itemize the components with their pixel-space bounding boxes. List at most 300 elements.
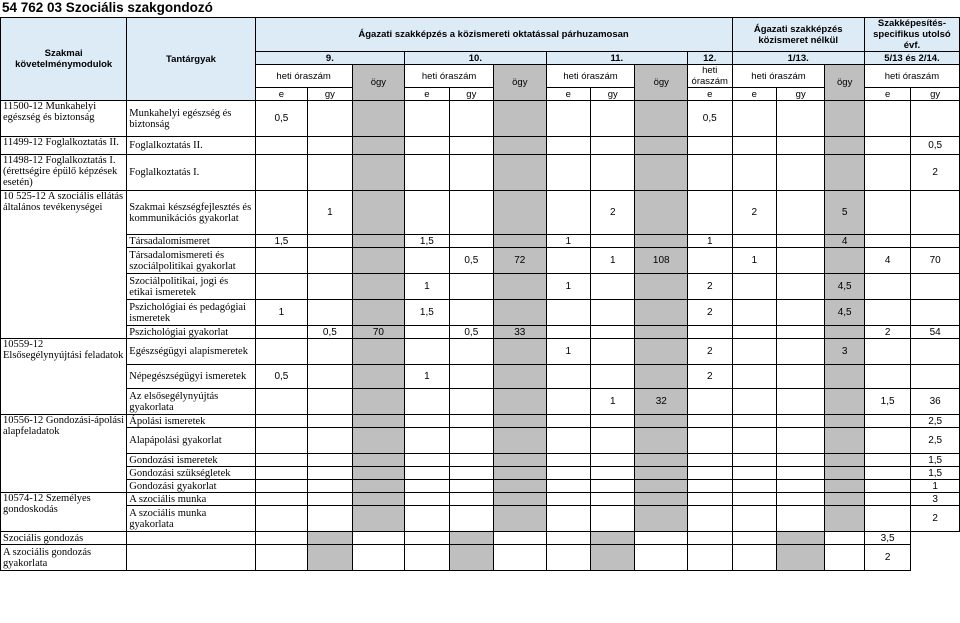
value-cell: 1	[405, 274, 449, 300]
value-cell	[494, 101, 547, 137]
value-cell	[352, 506, 405, 532]
value-cell	[864, 365, 910, 389]
value-cell	[776, 155, 825, 191]
value-cell	[825, 248, 864, 274]
value-cell	[405, 493, 449, 506]
value-cell	[308, 248, 352, 274]
value-cell	[449, 454, 493, 467]
value-cell	[864, 428, 910, 454]
value-cell	[635, 137, 688, 155]
subject-cell: Pszichológiai gyakorlat	[127, 326, 255, 339]
value-cell	[825, 545, 864, 571]
value-cell	[449, 389, 493, 415]
value-cell	[546, 248, 590, 274]
value-cell	[494, 506, 547, 532]
value-cell	[494, 493, 547, 506]
module-cell: 10559-12 Elsősegélynyújtási feladatok	[1, 339, 127, 415]
value-cell	[449, 137, 493, 155]
value-cell: 108	[635, 248, 688, 274]
value-cell: 4	[825, 235, 864, 248]
value-cell	[864, 339, 910, 365]
e-11: e	[546, 88, 590, 101]
value-cell	[825, 155, 864, 191]
value-cell	[825, 326, 864, 339]
value-cell	[352, 454, 405, 467]
value-cell	[308, 493, 352, 506]
value-cell	[546, 101, 590, 137]
value-cell	[776, 191, 825, 235]
value-cell	[352, 545, 405, 571]
value-cell	[255, 326, 308, 339]
value-cell	[864, 274, 910, 300]
value-cell	[255, 428, 308, 454]
value-cell	[405, 248, 449, 274]
table-row	[1, 274, 960, 300]
ogy-9: ögy	[352, 65, 405, 101]
value-cell: 36	[911, 389, 960, 415]
value-cell	[494, 532, 547, 545]
value-cell	[405, 326, 449, 339]
value-cell	[546, 532, 590, 545]
heti-oraszam-12: heti óraszám	[688, 65, 732, 88]
value-cell: 0,5	[449, 248, 493, 274]
value-cell	[864, 191, 910, 235]
value-cell	[308, 274, 352, 300]
value-cell	[494, 428, 547, 454]
value-cell	[635, 545, 688, 571]
value-cell: 2	[688, 274, 732, 300]
value-cell: 3	[825, 339, 864, 365]
value-cell	[591, 545, 635, 571]
value-cell: 2	[688, 365, 732, 389]
value-cell	[732, 480, 776, 493]
table-row	[1, 248, 960, 274]
value-cell: 2	[688, 339, 732, 365]
module-cell: 10574-12 Személyes gondoskodás	[1, 493, 127, 532]
heti-oraszam-1-13: heti óraszám	[732, 65, 825, 88]
value-cell: 1	[688, 235, 732, 248]
value-cell: 1	[591, 248, 635, 274]
value-cell	[635, 454, 688, 467]
value-cell	[449, 428, 493, 454]
value-cell	[864, 235, 910, 248]
subject-cell: Társadalomismereti és szociálpolitikai gyakorlat	[127, 248, 255, 274]
value-cell	[494, 300, 547, 326]
header-modules: Szakmai követelménymodulok	[1, 18, 127, 101]
value-cell	[911, 365, 960, 389]
header-group-specific: Szakképesítés-specifikus utolsó évf.	[864, 18, 959, 52]
value-cell	[864, 300, 910, 326]
value-cell	[825, 493, 864, 506]
value-cell	[591, 101, 635, 137]
value-cell	[591, 467, 635, 480]
value-cell	[732, 415, 776, 428]
value-cell	[591, 235, 635, 248]
value-cell: 1,5	[405, 235, 449, 248]
value-cell	[688, 155, 732, 191]
value-cell	[308, 415, 352, 428]
value-cell	[688, 480, 732, 493]
value-cell	[546, 467, 590, 480]
value-cell	[825, 101, 864, 137]
value-cell	[352, 101, 405, 137]
value-cell	[308, 532, 352, 545]
table-row	[1, 137, 960, 155]
value-cell	[405, 389, 449, 415]
value-cell: 2,5	[911, 415, 960, 428]
ogy-10: ögy	[494, 65, 547, 101]
value-cell	[911, 101, 960, 137]
value-cell	[449, 339, 493, 365]
ogy-11: ögy	[635, 65, 688, 101]
value-cell	[591, 532, 635, 545]
value-cell	[635, 415, 688, 428]
subject-cell: Foglalkoztatás I.	[127, 155, 255, 191]
value-cell: 5	[825, 191, 864, 235]
table-row	[1, 101, 960, 137]
value-cell	[825, 415, 864, 428]
value-cell	[864, 480, 910, 493]
value-cell: 1	[546, 274, 590, 300]
subject-cell: Ápolási ismeretek	[127, 415, 255, 428]
value-cell	[352, 339, 405, 365]
gy-last: gy	[911, 88, 960, 101]
header-group-without: Ágazati szakképzés közismeret nélkül	[732, 18, 864, 52]
value-cell	[494, 155, 547, 191]
subject-cell: Foglalkoztatás II.	[127, 137, 255, 155]
value-cell	[449, 191, 493, 235]
subject-cell: Pszichológiai és pedagógiai ismeretek	[127, 300, 255, 326]
value-cell	[825, 389, 864, 415]
value-cell	[405, 339, 449, 365]
value-cell	[546, 545, 590, 571]
table-row	[1, 428, 960, 454]
value-cell	[864, 137, 910, 155]
value-cell	[352, 274, 405, 300]
value-cell	[776, 506, 825, 532]
value-cell	[449, 545, 493, 571]
value-cell	[405, 101, 449, 137]
value-cell	[591, 137, 635, 155]
value-cell	[308, 389, 352, 415]
value-cell	[776, 415, 825, 428]
value-cell: 2,5	[911, 428, 960, 454]
value-cell: 72	[494, 248, 547, 274]
value-cell: 1	[546, 235, 590, 248]
module-cell: 10556-12 Gondozási-ápolási alapfeladatok	[1, 415, 127, 493]
value-cell	[688, 389, 732, 415]
value-cell	[732, 428, 776, 454]
value-cell	[352, 155, 405, 191]
value-cell	[352, 248, 405, 274]
value-cell: 1,5	[864, 389, 910, 415]
heti-oraszam-10: heti óraszám	[405, 65, 494, 88]
value-cell: 1	[591, 389, 635, 415]
value-cell: 2	[591, 191, 635, 235]
table-row	[1, 480, 960, 493]
value-cell	[546, 300, 590, 326]
table-row	[1, 326, 960, 339]
value-cell	[352, 137, 405, 155]
value-cell: 2	[732, 191, 776, 235]
value-cell	[546, 137, 590, 155]
gy-11: gy	[591, 88, 635, 101]
subject-cell: Munkahelyi egészség és biztonság	[127, 101, 255, 137]
value-cell	[494, 339, 547, 365]
table-row	[1, 545, 960, 571]
value-cell: 0,5	[911, 137, 960, 155]
value-cell	[255, 545, 308, 571]
value-cell	[635, 506, 688, 532]
value-cell: 2	[911, 506, 960, 532]
value-cell	[405, 191, 449, 235]
value-cell	[546, 454, 590, 467]
value-cell	[635, 155, 688, 191]
curriculum-table	[0, 17, 960, 571]
table-row	[1, 389, 960, 415]
module-cell: 11498-12 Foglalkoztatás I. (érettségire épülő képzések esetén)	[1, 155, 127, 191]
value-cell	[352, 480, 405, 493]
value-cell	[449, 532, 493, 545]
value-cell	[494, 191, 547, 235]
value-cell	[405, 415, 449, 428]
value-cell	[776, 454, 825, 467]
value-cell	[494, 454, 547, 467]
subject-cell: Gondozási gyakorlat	[127, 480, 255, 493]
value-cell	[449, 415, 493, 428]
value-cell	[591, 339, 635, 365]
value-cell	[546, 326, 590, 339]
e-last: e	[864, 88, 910, 101]
value-cell	[635, 339, 688, 365]
value-cell: 1,5	[405, 300, 449, 326]
value-cell	[591, 300, 635, 326]
value-cell	[449, 155, 493, 191]
value-cell	[732, 506, 776, 532]
value-cell	[546, 506, 590, 532]
value-cell	[449, 101, 493, 137]
table-row	[1, 300, 960, 326]
value-cell	[405, 155, 449, 191]
gy-1-13: gy	[776, 88, 825, 101]
value-cell	[352, 532, 405, 545]
year-11: 11.	[546, 52, 687, 65]
value-cell	[732, 300, 776, 326]
subject-cell: Az elsősegélynyújtás gyakorlata	[127, 389, 255, 415]
value-cell	[688, 467, 732, 480]
value-cell	[546, 191, 590, 235]
value-cell	[732, 532, 776, 545]
value-cell	[449, 235, 493, 248]
table-row	[1, 415, 960, 428]
value-cell	[776, 365, 825, 389]
value-cell: 4,5	[825, 274, 864, 300]
value-cell	[308, 339, 352, 365]
value-cell	[688, 493, 732, 506]
e-12: e	[688, 88, 732, 101]
value-cell	[308, 428, 352, 454]
subject-cell: Alapápolási gyakorlat	[127, 428, 255, 454]
value-cell	[449, 506, 493, 532]
value-cell	[255, 506, 308, 532]
value-cell	[308, 365, 352, 389]
value-cell	[546, 365, 590, 389]
value-cell: 1	[732, 248, 776, 274]
value-cell	[635, 101, 688, 137]
value-cell	[591, 155, 635, 191]
value-cell	[308, 137, 352, 155]
table-row	[1, 339, 960, 365]
value-cell	[449, 467, 493, 480]
value-cell	[688, 428, 732, 454]
value-cell	[732, 339, 776, 365]
value-cell	[308, 300, 352, 326]
value-cell	[776, 137, 825, 155]
value-cell	[591, 274, 635, 300]
value-cell	[776, 545, 825, 571]
value-cell: 2	[911, 155, 960, 191]
value-cell	[352, 389, 405, 415]
value-cell	[255, 532, 308, 545]
e-1-13: e	[732, 88, 776, 101]
subject-cell: A szociális munka gyakorlata	[127, 506, 255, 532]
value-cell	[308, 454, 352, 467]
page-title: 54 762 03 Szociális szakgondozó	[2, 0, 213, 15]
subject-cell: Gondozási ismeretek	[127, 454, 255, 467]
value-cell	[308, 155, 352, 191]
value-cell	[591, 365, 635, 389]
module-cell: 11500-12 Munkahelyi egészség és biztonság	[1, 101, 127, 137]
value-cell	[255, 389, 308, 415]
value-cell	[352, 300, 405, 326]
value-cell	[776, 339, 825, 365]
value-cell: 1	[546, 339, 590, 365]
value-cell	[688, 532, 732, 545]
value-cell	[494, 235, 547, 248]
value-cell	[864, 506, 910, 532]
value-cell	[825, 467, 864, 480]
value-cell	[732, 493, 776, 506]
value-cell: 1	[308, 191, 352, 235]
year-10: 10.	[405, 52, 546, 65]
value-cell: 1,5	[911, 467, 960, 480]
value-cell	[864, 493, 910, 506]
value-cell	[688, 137, 732, 155]
value-cell	[494, 389, 547, 415]
value-cell: 2	[688, 300, 732, 326]
module-cell: 11499-12 Foglalkoztatás II.	[1, 137, 127, 155]
value-cell	[776, 300, 825, 326]
value-cell	[911, 339, 960, 365]
value-cell	[776, 326, 825, 339]
value-cell	[688, 415, 732, 428]
value-cell	[352, 467, 405, 480]
value-cell	[546, 155, 590, 191]
value-cell: 70	[352, 326, 405, 339]
value-cell: 2	[864, 326, 910, 339]
value-cell	[688, 248, 732, 274]
value-cell	[494, 137, 547, 155]
value-cell	[732, 137, 776, 155]
value-cell	[352, 428, 405, 454]
value-cell: 1,5	[255, 235, 308, 248]
value-cell	[635, 480, 688, 493]
subject-cell: Gondozási szükségletek	[127, 467, 255, 480]
year-9: 9.	[255, 52, 405, 65]
value-cell	[546, 415, 590, 428]
value-cell	[494, 467, 547, 480]
value-cell	[308, 467, 352, 480]
subject-cell: Társadalomismeret	[127, 235, 255, 248]
value-cell	[546, 428, 590, 454]
heti-oraszam-11: heti óraszám	[546, 65, 635, 88]
value-cell	[494, 545, 547, 571]
value-cell: 4	[864, 248, 910, 274]
header-group-parallel: Ágazati szakképzés a közismereti oktatással párhuzamosan	[255, 18, 732, 52]
value-cell: 70	[911, 248, 960, 274]
value-cell	[635, 428, 688, 454]
value-cell: 3	[911, 493, 960, 506]
value-cell	[825, 480, 864, 493]
value-cell	[688, 191, 732, 235]
subject-cell: Egészségügyi alapismeretek	[127, 339, 255, 365]
value-cell	[308, 545, 352, 571]
value-cell	[776, 389, 825, 415]
value-cell	[635, 235, 688, 248]
value-cell: 2	[864, 545, 910, 571]
value-cell	[635, 326, 688, 339]
value-cell	[255, 155, 308, 191]
value-cell	[635, 191, 688, 235]
value-cell	[776, 274, 825, 300]
value-cell	[127, 532, 255, 545]
value-cell	[352, 191, 405, 235]
value-cell	[864, 454, 910, 467]
value-cell	[776, 248, 825, 274]
value-cell: 1	[405, 365, 449, 389]
e-9: e	[255, 88, 308, 101]
value-cell	[825, 365, 864, 389]
year-5-13-2-14: 5/13 és 2/14.	[864, 52, 959, 65]
table-row	[1, 191, 960, 235]
heti-oraszam-last: heti óraszám	[864, 65, 959, 88]
value-cell	[825, 137, 864, 155]
year-1-13: 1/13.	[732, 52, 864, 65]
value-cell	[635, 300, 688, 326]
value-cell	[405, 532, 449, 545]
value-cell: 4,5	[825, 300, 864, 326]
value-cell	[255, 274, 308, 300]
value-cell	[591, 480, 635, 493]
subject-cell: A szociális gondozás gyakorlata	[1, 545, 127, 571]
value-cell	[127, 545, 255, 571]
value-cell	[494, 415, 547, 428]
value-cell	[688, 454, 732, 467]
value-cell	[825, 506, 864, 532]
value-cell	[591, 415, 635, 428]
value-cell	[732, 454, 776, 467]
value-cell: 0,5	[255, 365, 308, 389]
value-cell	[405, 545, 449, 571]
value-cell	[255, 248, 308, 274]
table-row	[1, 493, 960, 506]
value-cell	[864, 415, 910, 428]
value-cell	[776, 467, 825, 480]
value-cell	[732, 274, 776, 300]
value-cell	[864, 467, 910, 480]
value-cell	[732, 155, 776, 191]
value-cell	[732, 326, 776, 339]
